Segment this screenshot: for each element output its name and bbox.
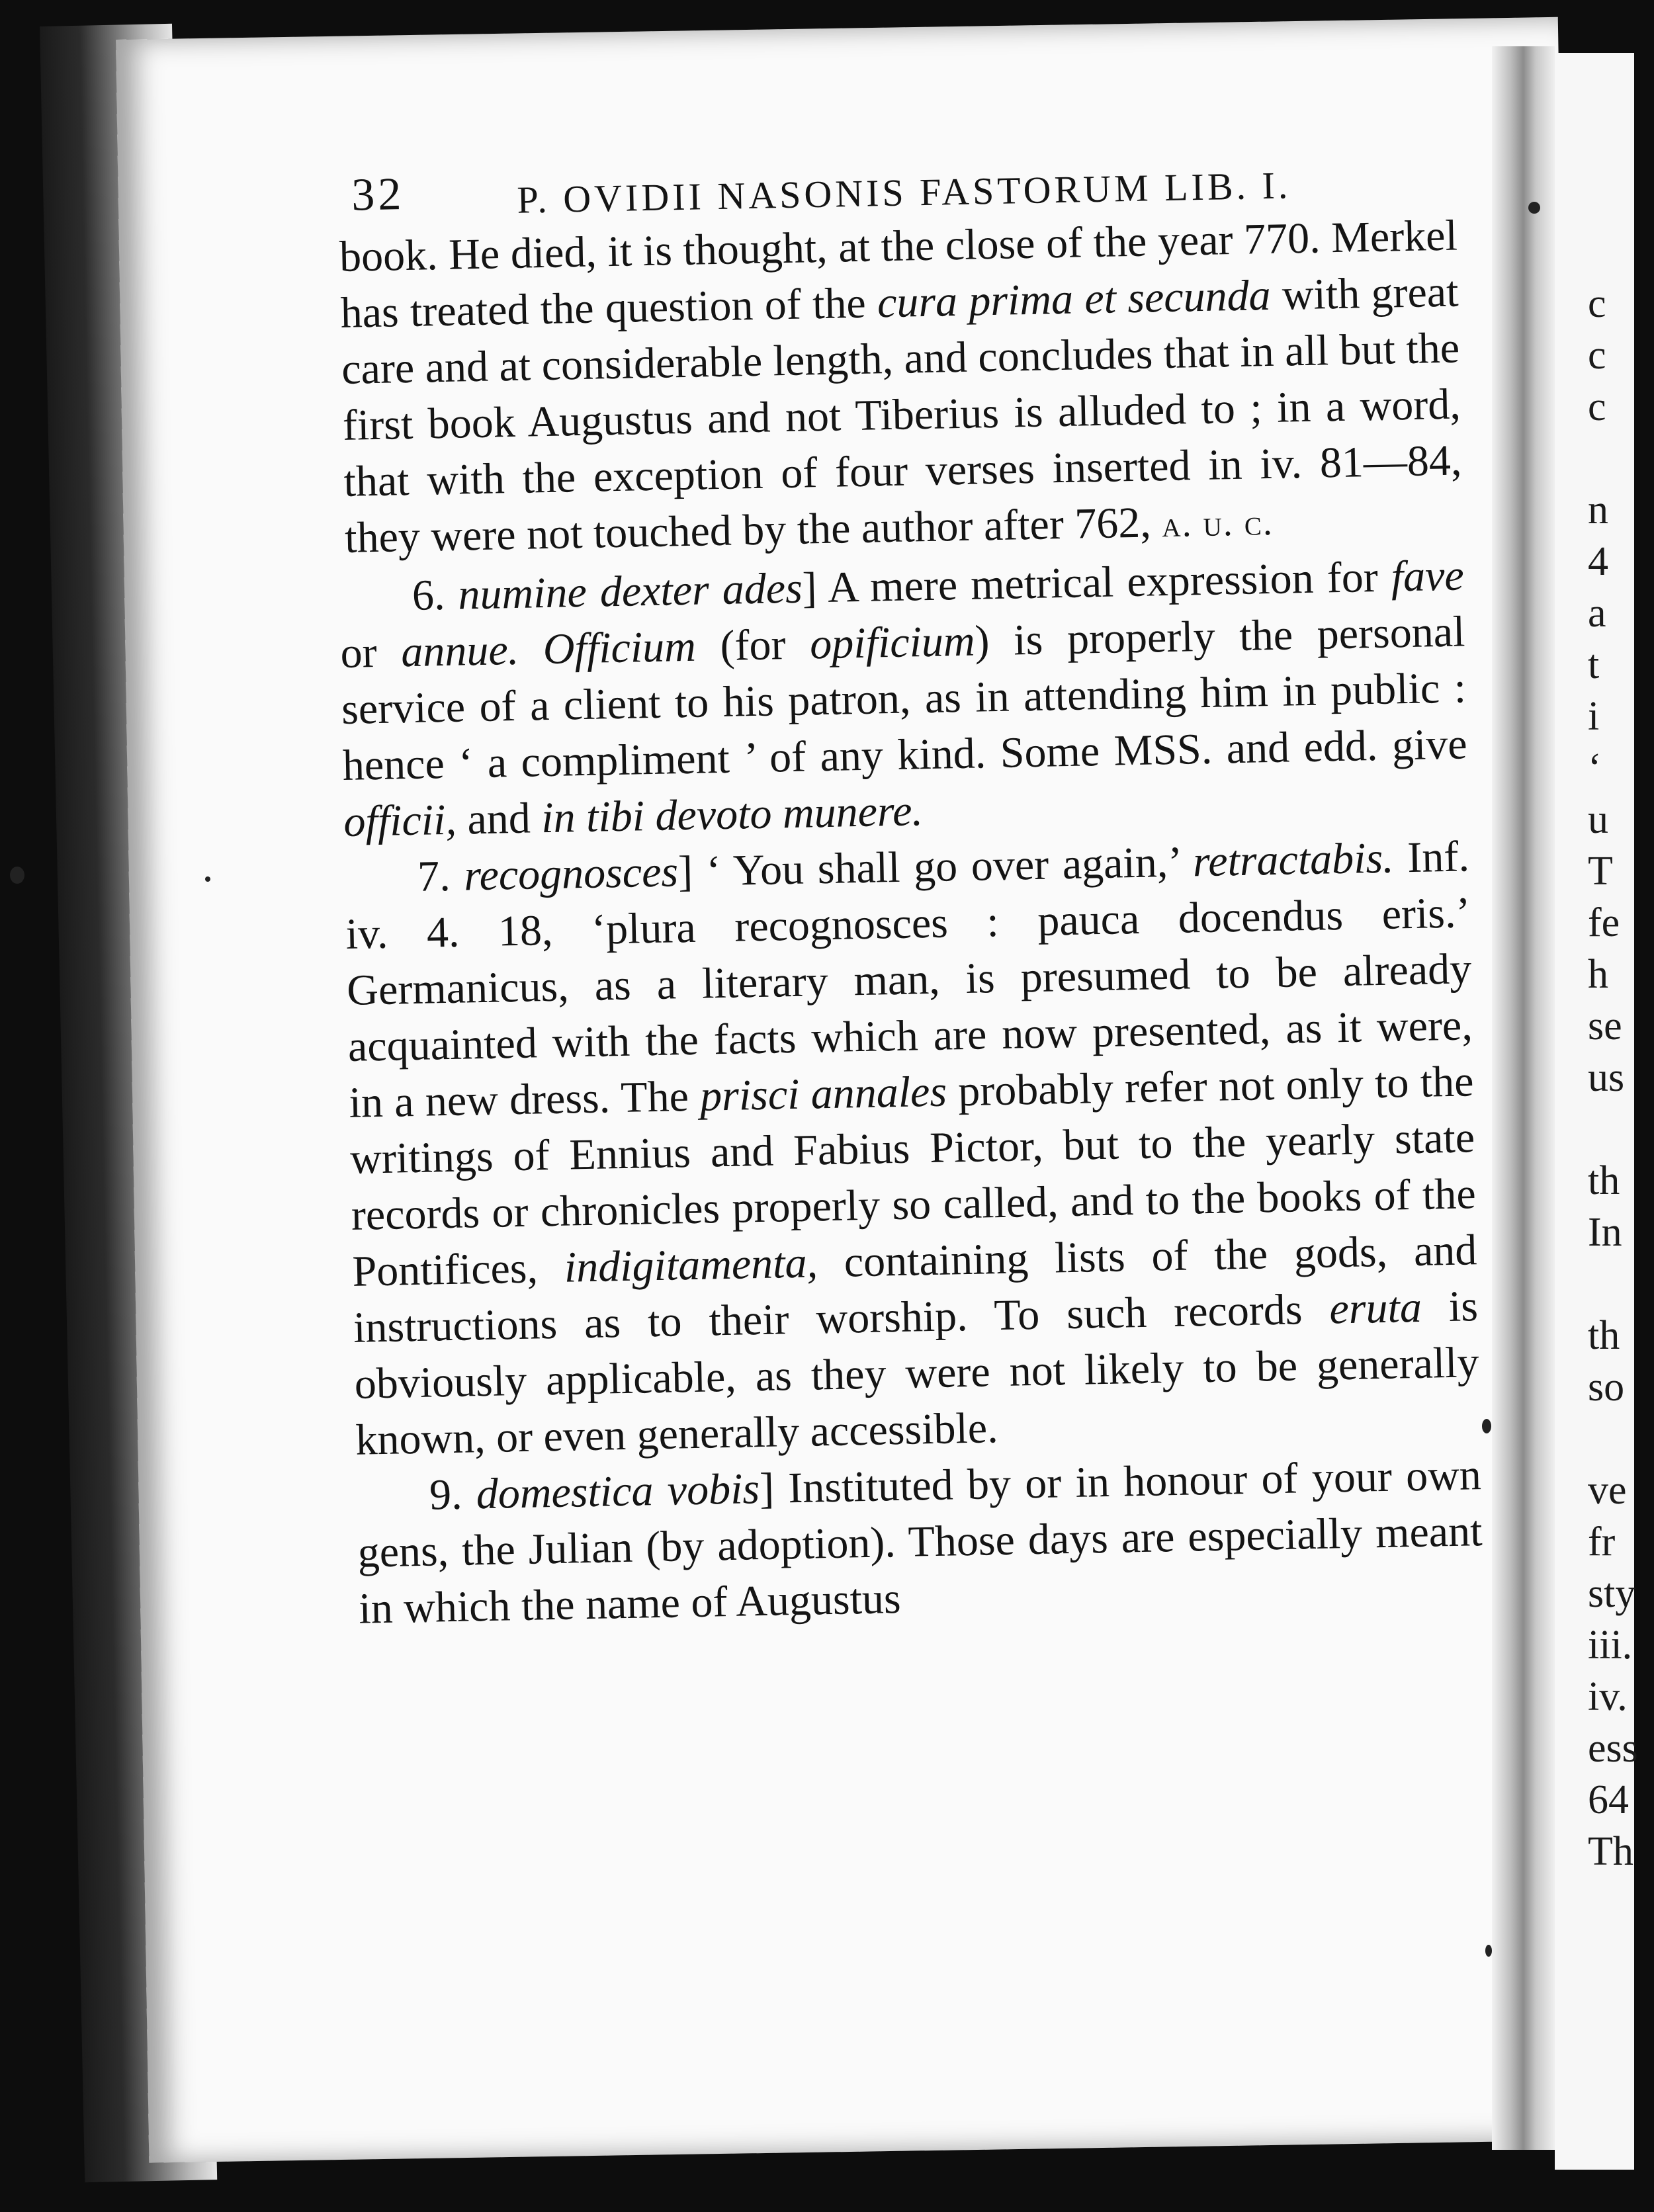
right-page-fragment: i bbox=[1588, 694, 1600, 739]
lemma: domestica vobis bbox=[476, 1465, 760, 1519]
right-page-fragment: fr bbox=[1588, 1519, 1616, 1564]
right-page-fragment: u bbox=[1588, 797, 1608, 842]
right-page-fragment: so bbox=[1588, 1365, 1625, 1410]
right-page-fragment: th bbox=[1588, 1313, 1620, 1358]
right-page-fragment: c bbox=[1588, 384, 1606, 429]
right-page-fragment: 4 bbox=[1588, 539, 1608, 584]
ink-speck bbox=[1528, 202, 1540, 214]
book-gutter bbox=[1492, 46, 1555, 2150]
right-page-fragment: Th bbox=[1588, 1829, 1633, 1874]
ink-speck bbox=[205, 876, 210, 882]
right-page-fragment: se bbox=[1588, 1003, 1622, 1048]
note-6: 6. numine dexter ades] A mere metrical expression for fave or annue. Officium (for opificium) is properly the personal service of a client to his patron, as in attending him in public : hence ‘ a compliment ’ of any kind. Some MSS. and edd. give officii, and in tibi devoto munere. bbox=[339, 551, 1468, 846]
note-9: 9. domestica vobis] Instituted by or in honour of your own gens, the Julian (by adoption). Those days are especially meant in which the name of Augustus bbox=[357, 1451, 1483, 1633]
running-title: P. OVIDII NASONIS FASTORUM LIB. I. bbox=[516, 163, 1291, 222]
right-page-fragment: ve bbox=[1588, 1468, 1627, 1513]
page-content bbox=[198, 128, 1484, 1640]
right-page-fragment: n bbox=[1588, 488, 1608, 532]
right-page-fragment: h bbox=[1588, 952, 1608, 997]
right-page-fragment bbox=[1588, 1258, 1654, 1310]
lemma: numine dexter ades bbox=[457, 564, 803, 619]
ink-speck bbox=[1485, 1945, 1492, 1957]
ink-speck bbox=[1482, 1419, 1491, 1433]
right-page-fragment: In bbox=[1588, 1210, 1622, 1255]
page-number: 32 bbox=[351, 169, 406, 221]
right-page-fragment bbox=[1588, 1103, 1654, 1155]
ink-speck bbox=[10, 867, 24, 884]
right-page-fragment: ess bbox=[1588, 1726, 1638, 1771]
right-page-fragments bbox=[1588, 278, 1654, 1877]
right-page-fragment: th bbox=[1588, 1158, 1620, 1203]
right-page-fragment: t bbox=[1588, 642, 1600, 687]
right-page-fragment: c bbox=[1588, 333, 1606, 378]
commentary-body bbox=[200, 208, 1484, 1640]
right-page-fragment: T bbox=[1588, 849, 1613, 894]
right-page-fragment: fe bbox=[1588, 900, 1620, 945]
right-page-fragment: c bbox=[1588, 281, 1606, 326]
right-page-fragment: iv. bbox=[1588, 1674, 1628, 1719]
right-page-fragment: 64 bbox=[1588, 1777, 1629, 1822]
paragraph-continued: book. He died, it is thought, at the close of the year 770. Merkel has treated the question of the cura prima et secunda with great care and at considerable length, and concludes that in all but the first book Augustus and not Tiberius is alluded to ; in a word, that with the exception of four verses inserted in iv. 81—84, they were not touched by the author after 762, a. u. c. bbox=[339, 211, 1462, 562]
right-page-fragment bbox=[1588, 1413, 1654, 1465]
lemma: recognosces bbox=[463, 847, 679, 900]
right-page-fragment: iii. bbox=[1588, 1623, 1633, 1668]
right-page-fragment: us bbox=[1588, 1055, 1625, 1100]
right-page-fragment: a bbox=[1588, 591, 1606, 636]
right-page-fragment: sty bbox=[1588, 1571, 1636, 1616]
right-page-fragment: ‘ bbox=[1588, 745, 1602, 790]
right-page-fragment bbox=[1588, 433, 1654, 484]
note-7: 7. recognosces] ‘ You shall go over again,’ retractabis. Inf. iv. 4. 18, ‘plura recognosces : pauca docendus eris.’ Germanicus, as a literary man, is presumed to be already acquainted with the facts which are now presented, as it were, in a new dress. The prisci annales probably refer not only to the writings of Ennius and Fabius Pictor, but to the yearly state records or chronicles properly so called, and to the books of the Pontifices, indigitamenta, containing lists of the gods, and instructions as to their worship. To such records eruta is obviously applicable, as they were not likely to be generally known, or even generally accessible. bbox=[345, 832, 1480, 1465]
